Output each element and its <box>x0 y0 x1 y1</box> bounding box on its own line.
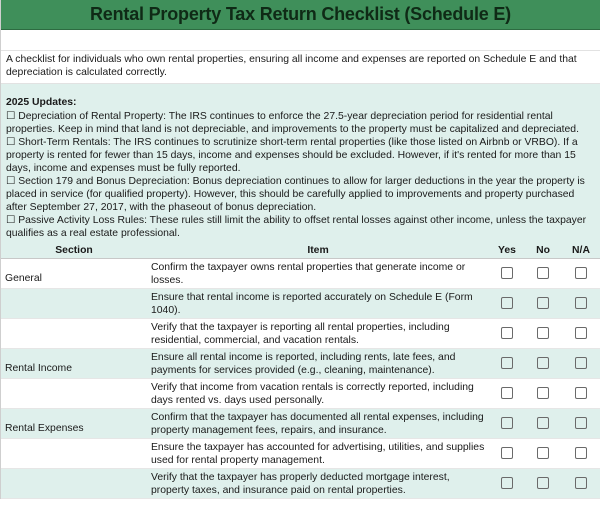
row-section: Rental Income <box>1 349 147 379</box>
yes-checkbox[interactable] <box>501 447 513 459</box>
table-row <box>1 409 600 439</box>
yes-checkbox[interactable] <box>501 477 513 489</box>
yes-checkbox[interactable] <box>501 417 513 429</box>
updates-heading: 2025 Updates: <box>6 97 77 108</box>
table-row <box>1 259 600 289</box>
row-section: General <box>1 259 147 289</box>
row-section <box>1 319 147 349</box>
table-row <box>1 379 600 409</box>
update-item: ☐ Passive Activity Loss Rules: These rules still limit the ability to offset rental losses against other income, unless the taxpayer qualifies as a real estate professional. <box>6 215 587 239</box>
na-checkbox[interactable] <box>575 327 587 339</box>
table-row <box>1 439 600 469</box>
header-item: Item <box>147 242 489 259</box>
row-item: Verify that the taxpayer has properly deducted mortgage interest, property taxes, and insurance paid on rental properties. <box>147 469 489 499</box>
na-checkbox[interactable] <box>575 447 587 459</box>
na-checkbox[interactable] <box>575 477 587 489</box>
header-section: Section <box>1 242 147 259</box>
no-checkbox[interactable] <box>537 327 549 339</box>
table-row <box>1 289 600 319</box>
row-item: Ensure the taxpayer has accounted for advertising, utilities, and supplies used for rental property management. <box>147 439 489 469</box>
no-checkbox[interactable] <box>537 387 549 399</box>
na-checkbox[interactable] <box>575 357 587 369</box>
table-header-row <box>1 242 600 259</box>
yes-checkbox[interactable] <box>501 327 513 339</box>
update-item: ☐ Section 179 and Bonus Depreciation: Bonus depreciation continues to allow for larger deductions in the year the property is placed in service (for qualified property). However, this should be carefully applied to improvements and property purchased after September 27, 2017, with the phaseout of bonus depreciation. <box>6 176 585 213</box>
row-item: Confirm the taxpayer owns rental properties that generate income or losses. <box>147 259 489 289</box>
na-checkbox[interactable] <box>575 267 587 279</box>
na-checkbox[interactable] <box>575 297 587 309</box>
updates-section <box>1 83 600 242</box>
row-section <box>1 469 147 499</box>
row-item: Confirm that the taxpayer has documented all rental expenses, including property management fees, repairs, and insurance. <box>147 409 489 439</box>
row-section <box>1 379 147 409</box>
na-checkbox[interactable] <box>575 387 587 399</box>
header-no: No <box>525 242 561 259</box>
update-item: ☐ Short-Term Rentals: The IRS continues to scrutinize short-term rental properties (like those listed on Airbnb or VRBO). If a property is rented for fewer than 15 days, income and expenses should be excluded. However, if it's rented for more than 15 days, income and expenses must be fully reported. <box>6 137 578 174</box>
yes-checkbox[interactable] <box>501 357 513 369</box>
intro-text: A checklist for individuals who own rental properties, ensuring all income and expenses are reported on Schedule E and that depreciation is calculated correctly. <box>1 51 600 83</box>
na-checkbox[interactable] <box>575 417 587 429</box>
row-item: Verify that the taxpayer is reporting all rental properties, including residential, commercial, and vacation rentals. <box>147 319 489 349</box>
yes-checkbox[interactable] <box>501 387 513 399</box>
no-checkbox[interactable] <box>537 477 549 489</box>
header-yes: Yes <box>489 242 525 259</box>
no-checkbox[interactable] <box>537 417 549 429</box>
blank-row <box>1 30 600 51</box>
row-item: Ensure all rental income is reported, including rents, late fees, and payments for services provided (e.g., cleaning, maintenance). <box>147 349 489 379</box>
header-na: N/A <box>561 242 600 259</box>
update-item: ☐ Depreciation of Rental Property: The IRS continues to enforce the 27.5-year depreciation period for residential rental properties. Keep in mind that land is not depreciable, and improvements to the property must be capitalized and depreciated. <box>6 111 579 135</box>
table-row <box>1 319 600 349</box>
no-checkbox[interactable] <box>537 447 549 459</box>
checklist-table <box>1 242 600 499</box>
page-title: Rental Property Tax Return Checklist (Schedule E) <box>1 0 600 30</box>
table-row <box>1 469 600 499</box>
no-checkbox[interactable] <box>537 297 549 309</box>
row-section: Rental Expenses <box>1 409 147 439</box>
row-section <box>1 439 147 469</box>
row-item: Verify that income from vacation rentals is correctly reported, including days rented vs. days used personally. <box>147 379 489 409</box>
row-section <box>1 289 147 319</box>
table-row <box>1 349 600 379</box>
yes-checkbox[interactable] <box>501 297 513 309</box>
no-checkbox[interactable] <box>537 357 549 369</box>
no-checkbox[interactable] <box>537 267 549 279</box>
yes-checkbox[interactable] <box>501 267 513 279</box>
row-item: Ensure that rental income is reported accurately on Schedule E (Form 1040). <box>147 289 489 319</box>
